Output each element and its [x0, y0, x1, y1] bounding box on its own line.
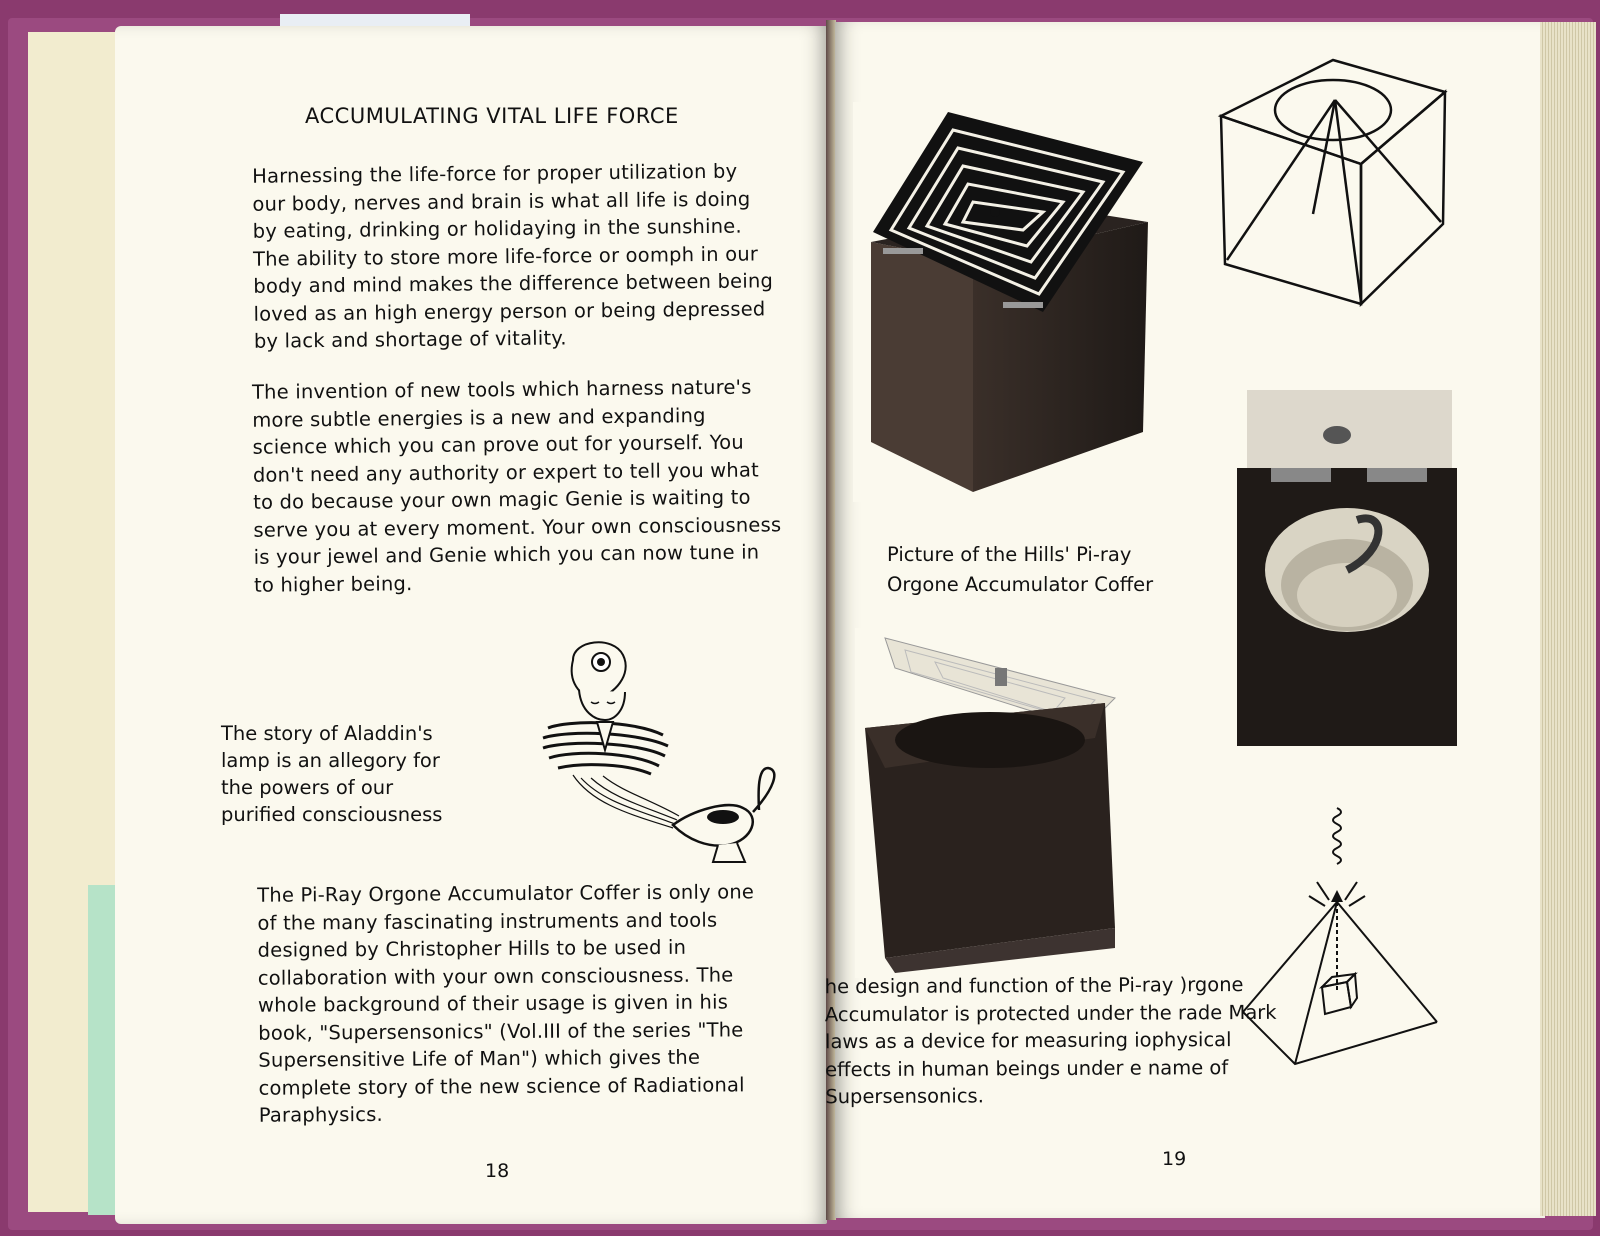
- trademark-caption: he design and function of the Pi-ray )rgone Accumulator is protected under the rade Mark laws as a device for measuring iophysical effects in human beings under e name of Supersensonics.: [824, 973, 1277, 1109]
- page-edges: [1540, 22, 1596, 1216]
- paragraph-life-force: Harnessing the life-force for proper utilization by our body, nerves and brain is what all life is doing by eating, drinking or holidaying in the sunshine. The ability to store more life-force or oomph in our body and mind makes the difference between being loved as an high energy person or being depressed by lack and shortage of vitality.: [252, 159, 774, 353]
- aladdin-caption: The story of Aladdin's lamp is an allegory for the powers of our purified consciousness: [221, 722, 443, 826]
- page-number-left: 18: [485, 1160, 510, 1182]
- page-heading: ACCUMULATING VITAL LIFE FORCE: [305, 104, 679, 128]
- coffer-photo-spiral-lid: [853, 102, 1183, 502]
- paragraph-pi-ray-coffer: The Pi-Ray Orgone Accumulator Coffer is only one of the many fascinating instruments and tools designed by Christopher Hills to be used in collaboration with your own consciousness. The whole background of their usage is given in his book, "Supersensonics" (Vol.III of the series "The Supersensitive Life of Man") which gives the complete story of the new science of Radiational Paraphysics.: [257, 880, 755, 1127]
- coffer-photo-lid-open: [855, 628, 1155, 978]
- coffer-picture-caption: Picture of the Hills' Pi-ray Orgone Accumulator Coffer: [887, 543, 1154, 596]
- page-number-right: 19: [1162, 1148, 1187, 1170]
- left-page: [115, 26, 827, 1224]
- right-page: [824, 22, 1545, 1218]
- genie-lamp-illustration: [513, 640, 783, 865]
- coffer-photo-open-spiral: [1237, 390, 1457, 746]
- paragraph-new-tools: The invention of new tools which harness nature's more subtle energies is a new and expanding science which you can prove out for yourself. You don't need any authority or expert to tell you what to do because your own magic Genie is waiting to serve you at every moment. Your own consciousness is your jewel and Genie which you can now tune in to higher being.: [251, 375, 782, 597]
- cube-pyramid-diagram: [1213, 54, 1453, 314]
